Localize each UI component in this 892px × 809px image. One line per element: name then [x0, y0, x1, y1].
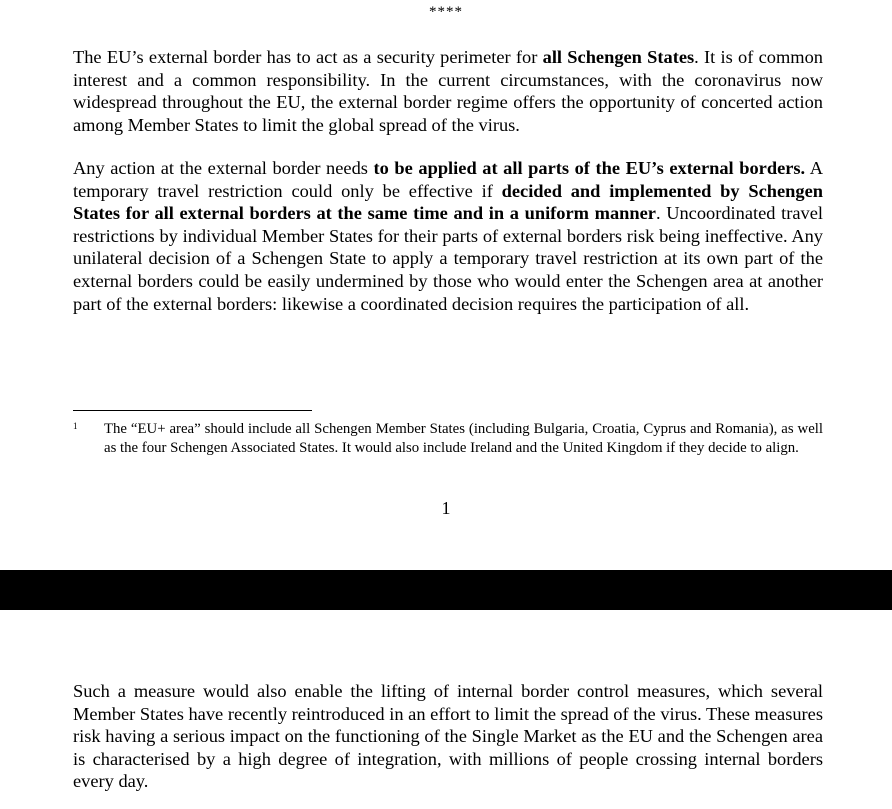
bold-emphasis: decided and implemented by Schengen States for all external borders at the same time and in a uniform manner	[73, 180, 824, 224]
footnote-text: The “EU+ area” should include all Schengen Member States (including Bulgaria, Croatia, Cyprus and Romania), as well as the four Schengen Associated States. It would also include Ireland and the United Kingdom if they decide to align.	[104, 421, 823, 456]
section-separator: ****	[429, 4, 463, 20]
paragraph-external-border	[73, 46, 823, 136]
page-number: 1	[441, 498, 451, 518]
paragraph-internal-borders: Such a measure would also enable the lifting of internal border control measures, which several Member States have recently reintroduced in an effort to limit the spread of the virus. These measures risk having a serious impact on the functioning of the Single Market as the EU and the Schengen area is characterised by a high degree of integration, with millions of people crossing internal borders every day.	[73, 681, 823, 792]
page-break-bar	[0, 570, 892, 610]
paragraph-text: . Uncoordinated travel restrictions by individual Member States for their parts of external borders risk being ineffective. Any unilateral decision of a Schengen State to apply a temporary travel restriction at its own part of the external borders could be easily undermined by those who would enter the Schengen area at another part of the external borders: likewise a coordinated decision requires the participation of all.	[73, 203, 823, 314]
bold-emphasis: all Schengen States	[542, 47, 695, 67]
bold-emphasis: to be applied at all parts of the EU’s external borders.	[373, 158, 806, 178]
footnote-divider	[73, 410, 312, 411]
footnote	[73, 420, 823, 458]
paragraph-text: Any action at the external border needs	[73, 158, 374, 178]
paragraph-text: . It is of common interest and a common responsibility. In the current circumstances, with the coronavirus now widespread throughout the EU, the external border regime offers the opportunity of concerted action among Member States to limit the global spread of the virus.	[73, 47, 823, 135]
paragraph-uniform-action	[73, 157, 823, 315]
paragraph-text: A temporary travel restriction could only be effective if	[73, 158, 824, 201]
paragraph-text: The EU’s external border has to act as a security perimeter for	[73, 47, 543, 67]
footnote-marker: 1	[73, 421, 78, 431]
